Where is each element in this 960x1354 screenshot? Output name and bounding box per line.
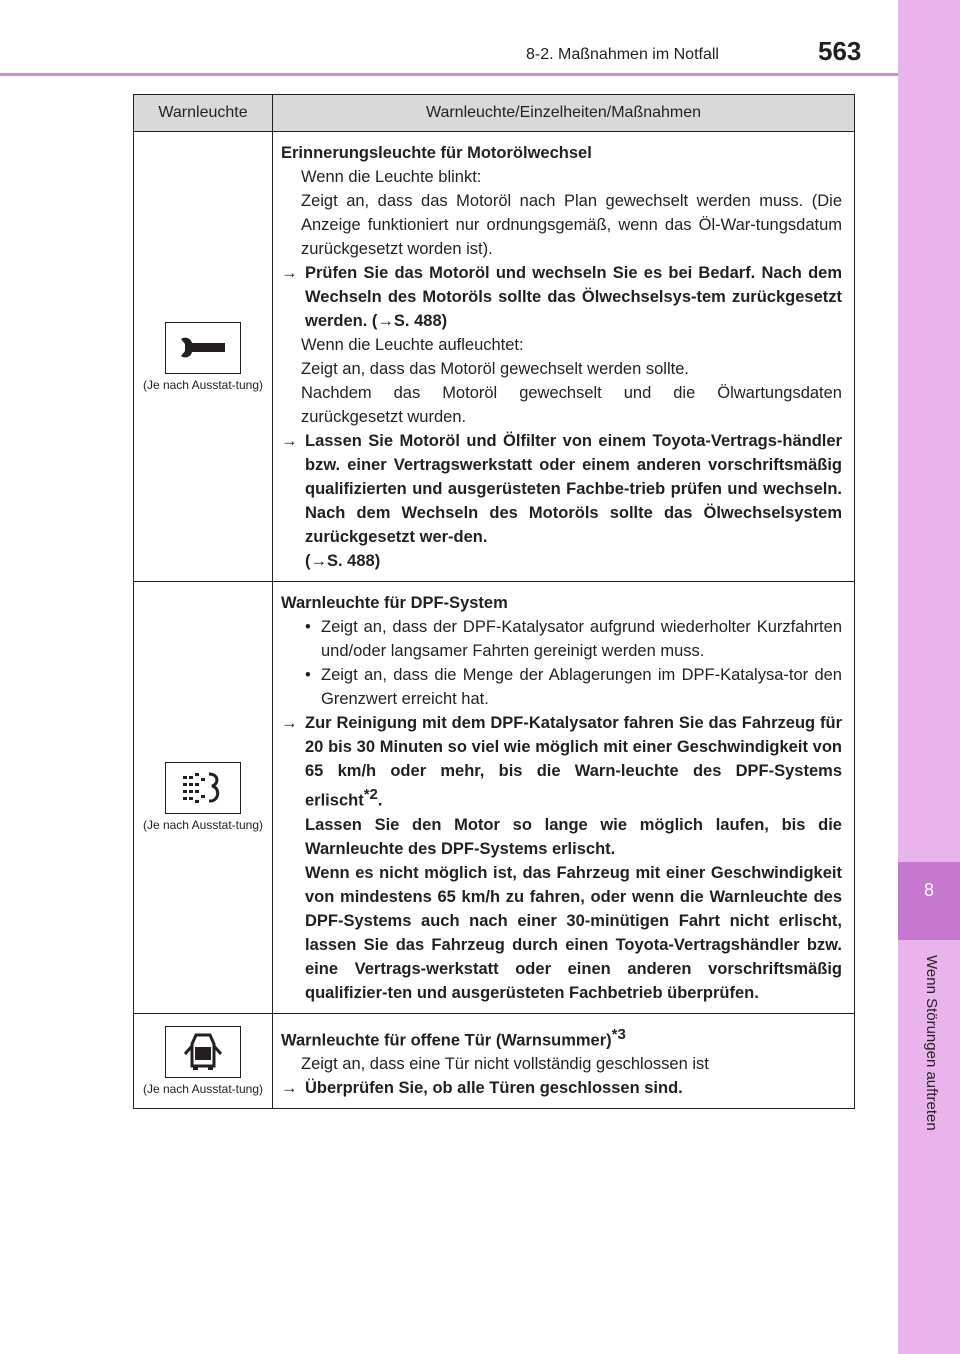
action-text: Lassen Sie Motoröl und Ölfilter von einem Toyota-Vertrags-händler bzw. einer Vertragswerkstatt oder einem anderen vorschriftsmäßig qualifizierten und ausgerüsteten Fachbe-trieb prüfen und wechseln. Nach dem Wechseln des Motoröls sollte das Ölwechselsystem zurückgesetzt wer-den. [305, 432, 842, 546]
row-title-text: Warnleuchte für offene Tür (Warnsummer) [281, 1031, 612, 1049]
action-item [281, 261, 842, 333]
column-header-light: Warnleuchte [134, 95, 273, 132]
text-line: Nachdem das Motoröl gewechselt und die Ölwartungsdaten zurückgesetzt wurden. [301, 384, 842, 426]
paragraph: Wenn es nicht möglich ist, das Fahrzeug mit einer Geschwindigkeit von mindestens 65 km/h zu fahren, oder wenn die Warnleuchte des DPF-Systems auch nach einer 30-minütigen Fahrt nicht erlischt, lassen Sie das Fahrzeug durch einen Toyota-Vertragshändler bzw. eine Vertrags-werkstatt oder einen anderen vorschriftsmäßig qualifizier-ten und ausgerüsteten Fachbetrieb überprüfen. [305, 863, 842, 1002]
icon-cell [134, 132, 273, 582]
text-line: Wenn die Leuchte aufleuchtet: [301, 336, 524, 354]
table-row-dpf [134, 582, 855, 1014]
icon-cell [134, 1013, 273, 1109]
text-line: Zeigt an, dass das Motoröl nach Plan gewechselt werden muss. (Die Anzeige funktioniert nur ordnungsgemäß, wenn das Öl-War-tungsdatum zurückgesetzt worden ist). [301, 192, 842, 258]
icon-cell [134, 582, 273, 1014]
bullet-item [281, 663, 842, 711]
row-title [281, 1023, 842, 1053]
action-item [281, 711, 842, 813]
table-row-open-door [134, 1013, 855, 1109]
section-title: 8-2. Maßnahmen im Notfall [526, 46, 719, 63]
icon-note: (Je nach Ausstat-tung) [142, 818, 264, 833]
chapter-number-box [898, 862, 960, 940]
wrench-icon [165, 322, 241, 374]
details-cell [273, 582, 855, 1014]
details-cell [273, 1013, 855, 1109]
table-header-row [134, 95, 855, 132]
action-item [281, 1076, 842, 1100]
details-cell [273, 132, 855, 582]
open-door-icon [165, 1026, 241, 1078]
action-text: Prüfen Sie das Motoröl und wechseln Sie es bei Bedarf. Nach dem Wechseln des Motoröls sollte das Ölwechselsys-tem zurückgesetzt werden. (→S. 488) [305, 264, 842, 330]
chapter-number: 8 [923, 880, 934, 900]
icon-note: (Je nach Ausstat-tung) [142, 1081, 264, 1096]
action-end: . [377, 791, 383, 810]
action-text: Überprüfen Sie, ob alle Türen geschlossen sind. [305, 1079, 683, 1097]
row-title: Warnleuchte für DPF-System [281, 594, 508, 612]
action-item [281, 429, 842, 549]
header-rule [0, 73, 898, 76]
icon-note: (Je nach Ausstat-tung) [142, 377, 264, 392]
table-row-oil-change [134, 132, 855, 582]
column-header-details: Warnleuchte/Einzelheiten/Maßnahmen [273, 95, 855, 132]
dpf-system-icon [165, 762, 241, 814]
warning-lights-table [133, 94, 855, 1109]
bullet-icon: • [305, 618, 311, 636]
chapter-label: Wenn Störungen auftreten [923, 955, 940, 1131]
arrow-icon: → [281, 264, 298, 282]
action-text: Zur Reinigung mit dem DPF-Katalysator fahren Sie das Fahrzeug für 20 bis 30 Minuten so viel wie möglich mit einer Geschwindigkeit von 65 km/h oder mehr, bis die Warn-leuchte des DPF-Systems erlischt [305, 714, 842, 810]
bullet-item [281, 615, 842, 663]
arrow-icon: → [281, 432, 298, 450]
text-line: Wenn die Leuchte blinkt: [301, 168, 482, 186]
footnote-marker: *3 [611, 1025, 626, 1043]
text-line: Zeigt an, dass das Motoröl gewechselt werden sollte. [301, 360, 689, 378]
footnote-marker: *2 [363, 786, 378, 803]
bullet-text: Zeigt an, dass die Menge der Ablagerungen im DPF-Katalysa-tor den Grenzwert erreicht hat. [321, 666, 842, 708]
paragraph: Lassen Sie den Motor so lange wie möglich laufen, bis die Warnleuchte des DPF-Systems erlischt. [305, 815, 842, 858]
bullet-icon: • [305, 666, 311, 684]
page-reference: (→S. 488) [305, 552, 381, 570]
arrow-icon: → [281, 714, 298, 732]
bullet-text: Zeigt an, dass der DPF-Katalysator aufgrund wiederholter Kurzfahrten und/oder langsamer Fahrten gereinigt werden muss. [321, 618, 842, 660]
arrow-icon: → [281, 1079, 298, 1097]
text-line: Zeigt an, dass eine Tür nicht vollständig geschlossen ist [301, 1055, 709, 1073]
row-title: Erinnerungsleuchte für Motorölwechsel [281, 144, 592, 162]
page-number: 563 [818, 36, 862, 66]
